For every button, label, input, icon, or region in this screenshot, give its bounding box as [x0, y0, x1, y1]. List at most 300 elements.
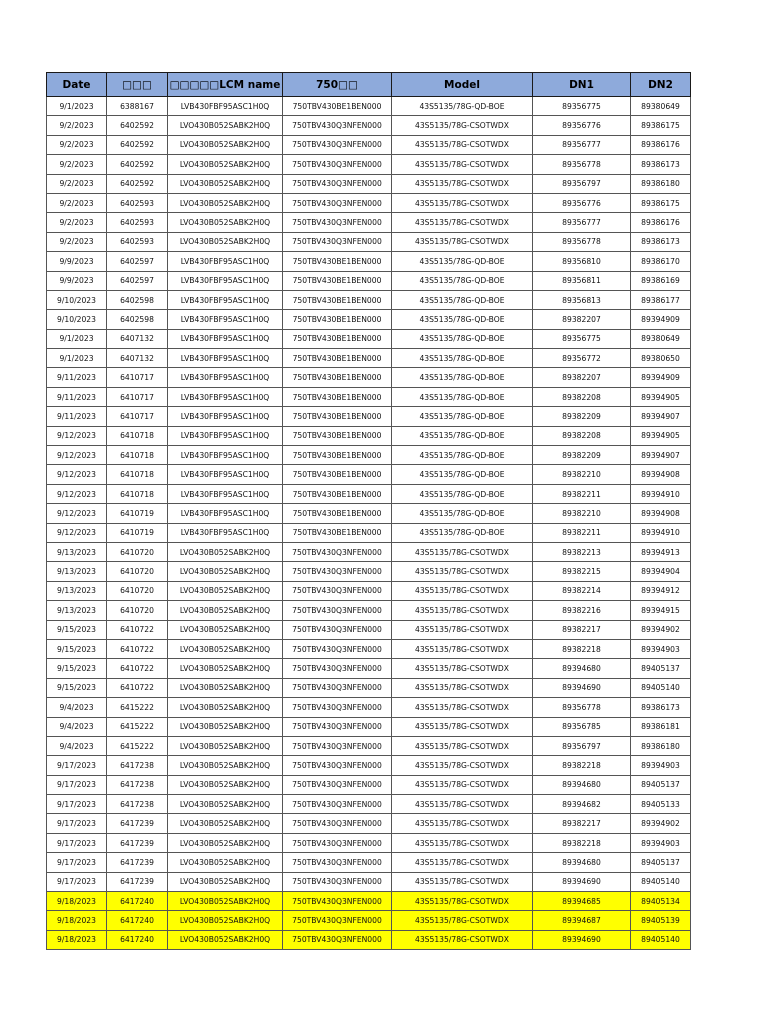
id-cell[interactable]: 6417238 — [107, 756, 168, 775]
date-cell[interactable]: 9/12/2023 — [47, 484, 107, 503]
dn2-cell[interactable]: 89386173 — [631, 155, 691, 174]
lcm-name-cell[interactable]: LVO430B052SABK2H0Q — [168, 193, 283, 212]
date-cell[interactable]: 9/9/2023 — [47, 271, 107, 290]
model-cell[interactable]: 43S5135/78G-QD-BOE — [392, 252, 533, 271]
dn1-cell[interactable]: 89382214 — [533, 581, 631, 600]
id-cell[interactable]: 6415222 — [107, 717, 168, 736]
id-cell[interactable]: 6410719 — [107, 504, 168, 523]
dn2-cell[interactable]: 89386176 — [631, 135, 691, 154]
header-dn2[interactable]: DN2 — [631, 73, 691, 97]
date-cell[interactable]: 9/11/2023 — [47, 368, 107, 387]
model-cell[interactable]: 43S5135/78G-QD-BOE — [392, 310, 533, 329]
model-cell[interactable]: 43S5135/78G-QD-BOE — [392, 465, 533, 484]
id-cell[interactable]: 6410720 — [107, 581, 168, 600]
lcm-name-cell[interactable]: LVB430FBF95ASC1H0Q — [168, 426, 283, 445]
dn2-cell[interactable]: 89405137 — [631, 853, 691, 872]
lcm-name-cell[interactable]: LVB430FBF95ASC1H0Q — [168, 387, 283, 406]
id-cell[interactable]: 6402593 — [107, 193, 168, 212]
model-cell[interactable]: 43S5135/78G-QD-BOE — [392, 523, 533, 542]
dn1-cell[interactable]: 89356777 — [533, 135, 631, 154]
dn2-cell[interactable]: 89380649 — [631, 97, 691, 116]
date-cell[interactable]: 9/12/2023 — [47, 465, 107, 484]
part-cell[interactable]: 750TBV430Q3NFEN000 — [283, 581, 392, 600]
id-cell[interactable]: 6417240 — [107, 892, 168, 911]
dn2-cell[interactable]: 89386176 — [631, 213, 691, 232]
dn1-cell[interactable]: 89382218 — [533, 639, 631, 658]
part-cell[interactable]: 750TBV430BE1BEN000 — [283, 290, 392, 309]
id-cell[interactable]: 6410718 — [107, 484, 168, 503]
part-cell[interactable]: 750TBV430BE1BEN000 — [283, 387, 392, 406]
model-cell[interactable]: 43S5135/78G-CSOTWDX — [392, 795, 533, 814]
part-cell[interactable]: 750TBV430Q3NFEN000 — [283, 659, 392, 678]
lcm-name-cell[interactable]: LVB430FBF95ASC1H0Q — [168, 465, 283, 484]
lcm-name-cell[interactable]: LVO430B052SABK2H0Q — [168, 756, 283, 775]
part-cell[interactable]: 750TBV430Q3NFEN000 — [283, 193, 392, 212]
part-cell[interactable]: 750TBV430Q3NFEN000 — [283, 814, 392, 833]
dn1-cell[interactable]: 89356776 — [533, 116, 631, 135]
id-cell[interactable]: 6417240 — [107, 911, 168, 930]
dn2-cell[interactable]: 89394915 — [631, 601, 691, 620]
date-cell[interactable]: 9/12/2023 — [47, 446, 107, 465]
id-cell[interactable]: 6407132 — [107, 349, 168, 368]
date-cell[interactable]: 9/2/2023 — [47, 193, 107, 212]
date-cell[interactable]: 9/2/2023 — [47, 135, 107, 154]
part-cell[interactable]: 750TBV430BE1BEN000 — [283, 368, 392, 387]
id-cell[interactable]: 6410718 — [107, 465, 168, 484]
date-cell[interactable]: 9/4/2023 — [47, 736, 107, 755]
dn1-cell[interactable]: 89394690 — [533, 872, 631, 891]
date-cell[interactable]: 9/1/2023 — [47, 349, 107, 368]
lcm-name-cell[interactable]: LVO430B052SABK2H0Q — [168, 581, 283, 600]
dn1-cell[interactable]: 89394690 — [533, 930, 631, 949]
dn1-cell[interactable]: 89382218 — [533, 756, 631, 775]
part-cell[interactable]: 750TBV430BE1BEN000 — [283, 407, 392, 426]
header-dn1[interactable]: DN1 — [533, 73, 631, 97]
lcm-name-cell[interactable]: LVB430FBF95ASC1H0Q — [168, 97, 283, 116]
date-cell[interactable]: 9/15/2023 — [47, 639, 107, 658]
id-cell[interactable]: 6410720 — [107, 601, 168, 620]
dn1-cell[interactable]: 89394680 — [533, 659, 631, 678]
dn1-cell[interactable]: 89382213 — [533, 542, 631, 561]
dn2-cell[interactable]: 89386169 — [631, 271, 691, 290]
dn2-cell[interactable]: 89386173 — [631, 232, 691, 251]
dn2-cell[interactable]: 89386173 — [631, 698, 691, 717]
date-cell[interactable]: 9/15/2023 — [47, 620, 107, 639]
dn1-cell[interactable]: 89356776 — [533, 193, 631, 212]
date-cell[interactable]: 9/11/2023 — [47, 407, 107, 426]
part-cell[interactable]: 750TBV430Q3NFEN000 — [283, 213, 392, 232]
part-cell[interactable]: 750TBV430Q3NFEN000 — [283, 833, 392, 852]
id-cell[interactable]: 6407132 — [107, 329, 168, 348]
model-cell[interactable]: 43S5135/78G-CSOTWDX — [392, 639, 533, 658]
dn1-cell[interactable]: 89382208 — [533, 426, 631, 445]
lcm-name-cell[interactable]: LVB430FBF95ASC1H0Q — [168, 271, 283, 290]
dn2-cell[interactable]: 89394902 — [631, 620, 691, 639]
dn2-cell[interactable]: 89394907 — [631, 407, 691, 426]
model-cell[interactable]: 43S5135/78G-CSOTWDX — [392, 717, 533, 736]
date-cell[interactable]: 9/12/2023 — [47, 426, 107, 445]
model-cell[interactable]: 43S5135/78G-CSOTWDX — [392, 155, 533, 174]
lcm-name-cell[interactable]: LVO430B052SABK2H0Q — [168, 892, 283, 911]
model-cell[interactable]: 43S5135/78G-CSOTWDX — [392, 116, 533, 135]
model-cell[interactable]: 43S5135/78G-CSOTWDX — [392, 562, 533, 581]
dn1-cell[interactable]: 89382217 — [533, 620, 631, 639]
date-cell[interactable]: 9/10/2023 — [47, 310, 107, 329]
model-cell[interactable]: 43S5135/78G-QD-BOE — [392, 290, 533, 309]
date-cell[interactable]: 9/17/2023 — [47, 756, 107, 775]
lcm-name-cell[interactable]: LVO430B052SABK2H0Q — [168, 736, 283, 755]
part-cell[interactable]: 750TBV430Q3NFEN000 — [283, 698, 392, 717]
part-cell[interactable]: 750TBV430Q3NFEN000 — [283, 930, 392, 949]
id-cell[interactable]: 6410722 — [107, 620, 168, 639]
date-cell[interactable]: 9/15/2023 — [47, 678, 107, 697]
dn2-cell[interactable]: 89394910 — [631, 484, 691, 503]
part-cell[interactable]: 750TBV430BE1BEN000 — [283, 504, 392, 523]
part-cell[interactable]: 750TBV430Q3NFEN000 — [283, 795, 392, 814]
date-cell[interactable]: 9/13/2023 — [47, 581, 107, 600]
model-cell[interactable]: 43S5135/78G-QD-BOE — [392, 426, 533, 445]
part-cell[interactable]: 750TBV430Q3NFEN000 — [283, 853, 392, 872]
id-cell[interactable]: 6402592 — [107, 155, 168, 174]
part-cell[interactable]: 750TBV430Q3NFEN000 — [283, 678, 392, 697]
id-cell[interactable]: 6410720 — [107, 562, 168, 581]
dn2-cell[interactable]: 89394908 — [631, 465, 691, 484]
lcm-name-cell[interactable]: LVO430B052SABK2H0Q — [168, 775, 283, 794]
dn2-cell[interactable]: 89405139 — [631, 911, 691, 930]
part-cell[interactable]: 750TBV430BE1BEN000 — [283, 523, 392, 542]
dn1-cell[interactable]: 89394682 — [533, 795, 631, 814]
model-cell[interactable]: 43S5135/78G-CSOTWDX — [392, 659, 533, 678]
id-cell[interactable]: 6417238 — [107, 795, 168, 814]
id-cell[interactable]: 6410722 — [107, 659, 168, 678]
header-750[interactable]: 750□□ — [283, 73, 392, 97]
part-cell[interactable]: 750TBV430BE1BEN000 — [283, 97, 392, 116]
lcm-name-cell[interactable]: LVO430B052SABK2H0Q — [168, 930, 283, 949]
model-cell[interactable]: 43S5135/78G-QD-BOE — [392, 446, 533, 465]
dn2-cell[interactable]: 89405133 — [631, 795, 691, 814]
model-cell[interactable]: 43S5135/78G-QD-BOE — [392, 407, 533, 426]
dn2-cell[interactable]: 89394909 — [631, 310, 691, 329]
lcm-name-cell[interactable]: LVB430FBF95ASC1H0Q — [168, 446, 283, 465]
dn2-cell[interactable]: 89394905 — [631, 387, 691, 406]
date-cell[interactable]: 9/12/2023 — [47, 523, 107, 542]
id-cell[interactable]: 6417240 — [107, 930, 168, 949]
dn1-cell[interactable]: 89356778 — [533, 155, 631, 174]
part-cell[interactable]: 750TBV430BE1BEN000 — [283, 271, 392, 290]
id-cell[interactable]: 6410722 — [107, 678, 168, 697]
part-cell[interactable]: 750TBV430Q3NFEN000 — [283, 155, 392, 174]
date-cell[interactable]: 9/2/2023 — [47, 174, 107, 193]
model-cell[interactable]: 43S5135/78G-QD-BOE — [392, 329, 533, 348]
date-cell[interactable]: 9/17/2023 — [47, 872, 107, 891]
dn1-cell[interactable]: 89356797 — [533, 174, 631, 193]
model-cell[interactable]: 43S5135/78G-QD-BOE — [392, 349, 533, 368]
date-cell[interactable]: 9/18/2023 — [47, 911, 107, 930]
id-cell[interactable]: 6402592 — [107, 116, 168, 135]
part-cell[interactable]: 750TBV430BE1BEN000 — [283, 349, 392, 368]
lcm-name-cell[interactable]: LVB430FBF95ASC1H0Q — [168, 252, 283, 271]
lcm-name-cell[interactable]: LVO430B052SABK2H0Q — [168, 562, 283, 581]
model-cell[interactable]: 43S5135/78G-QD-BOE — [392, 368, 533, 387]
date-cell[interactable]: 9/10/2023 — [47, 290, 107, 309]
header-col2[interactable]: □□□ — [107, 73, 168, 97]
id-cell[interactable]: 6410718 — [107, 446, 168, 465]
id-cell[interactable]: 6410718 — [107, 426, 168, 445]
dn1-cell[interactable]: 89382210 — [533, 504, 631, 523]
dn1-cell[interactable]: 89356777 — [533, 213, 631, 232]
id-cell[interactable]: 6402598 — [107, 290, 168, 309]
id-cell[interactable]: 6417238 — [107, 775, 168, 794]
dn2-cell[interactable]: 89394903 — [631, 833, 691, 852]
dn2-cell[interactable]: 89394910 — [631, 523, 691, 542]
model-cell[interactable]: 43S5135/78G-CSOTWDX — [392, 620, 533, 639]
lcm-name-cell[interactable]: LVB430FBF95ASC1H0Q — [168, 349, 283, 368]
lcm-name-cell[interactable]: LVB430FBF95ASC1H0Q — [168, 310, 283, 329]
date-cell[interactable]: 9/13/2023 — [47, 542, 107, 561]
part-cell[interactable]: 750TBV430Q3NFEN000 — [283, 892, 392, 911]
part-cell[interactable]: 750TBV430BE1BEN000 — [283, 310, 392, 329]
date-cell[interactable]: 9/1/2023 — [47, 97, 107, 116]
dn1-cell[interactable]: 89382216 — [533, 601, 631, 620]
id-cell[interactable]: 6410719 — [107, 523, 168, 542]
date-cell[interactable]: 9/13/2023 — [47, 562, 107, 581]
id-cell[interactable]: 6417239 — [107, 814, 168, 833]
date-cell[interactable]: 9/17/2023 — [47, 795, 107, 814]
id-cell[interactable]: 6402598 — [107, 310, 168, 329]
id-cell[interactable]: 6410722 — [107, 639, 168, 658]
date-cell[interactable]: 9/17/2023 — [47, 853, 107, 872]
dn2-cell[interactable]: 89394909 — [631, 368, 691, 387]
dn2-cell[interactable]: 89394908 — [631, 504, 691, 523]
header-lcm-name[interactable]: □□□□□LCM name — [168, 73, 283, 97]
lcm-name-cell[interactable]: LVB430FBF95ASC1H0Q — [168, 368, 283, 387]
id-cell[interactable]: 6388167 — [107, 97, 168, 116]
date-cell[interactable]: 9/18/2023 — [47, 892, 107, 911]
dn1-cell[interactable]: 89356778 — [533, 698, 631, 717]
dn1-cell[interactable]: 89356811 — [533, 271, 631, 290]
date-cell[interactable]: 9/9/2023 — [47, 252, 107, 271]
dn2-cell[interactable]: 89394904 — [631, 562, 691, 581]
date-cell[interactable]: 9/2/2023 — [47, 213, 107, 232]
date-cell[interactable]: 9/13/2023 — [47, 601, 107, 620]
dn1-cell[interactable]: 89382217 — [533, 814, 631, 833]
id-cell[interactable]: 6402592 — [107, 135, 168, 154]
part-cell[interactable]: 750TBV430Q3NFEN000 — [283, 232, 392, 251]
model-cell[interactable]: 43S5135/78G-CSOTWDX — [392, 814, 533, 833]
id-cell[interactable]: 6402592 — [107, 174, 168, 193]
date-cell[interactable]: 9/17/2023 — [47, 775, 107, 794]
dn2-cell[interactable]: 89405137 — [631, 659, 691, 678]
part-cell[interactable]: 750TBV430Q3NFEN000 — [283, 911, 392, 930]
model-cell[interactable]: 43S5135/78G-CSOTWDX — [392, 542, 533, 561]
dn2-cell[interactable]: 89394905 — [631, 426, 691, 445]
id-cell[interactable]: 6410717 — [107, 387, 168, 406]
lcm-name-cell[interactable]: LVO430B052SABK2H0Q — [168, 232, 283, 251]
dn1-cell[interactable]: 89382208 — [533, 387, 631, 406]
model-cell[interactable]: 43S5135/78G-CSOTWDX — [392, 775, 533, 794]
dn1-cell[interactable]: 89394685 — [533, 892, 631, 911]
date-cell[interactable]: 9/17/2023 — [47, 833, 107, 852]
id-cell[interactable]: 6410720 — [107, 542, 168, 561]
dn2-cell[interactable]: 89386175 — [631, 116, 691, 135]
dn1-cell[interactable]: 89356775 — [533, 97, 631, 116]
lcm-name-cell[interactable]: LVO430B052SABK2H0Q — [168, 853, 283, 872]
dn2-cell[interactable]: 89394902 — [631, 814, 691, 833]
lcm-name-cell[interactable]: LVO430B052SABK2H0Q — [168, 659, 283, 678]
dn2-cell[interactable]: 89386180 — [631, 736, 691, 755]
dn2-cell[interactable]: 89405140 — [631, 678, 691, 697]
part-cell[interactable]: 750TBV430Q3NFEN000 — [283, 601, 392, 620]
dn1-cell[interactable]: 89356772 — [533, 349, 631, 368]
dn2-cell[interactable]: 89405134 — [631, 892, 691, 911]
lcm-name-cell[interactable]: LVB430FBF95ASC1H0Q — [168, 523, 283, 542]
dn1-cell[interactable]: 89382211 — [533, 523, 631, 542]
part-cell[interactable]: 750TBV430BE1BEN000 — [283, 484, 392, 503]
dn2-cell[interactable]: 89394912 — [631, 581, 691, 600]
lcm-name-cell[interactable]: LVB430FBF95ASC1H0Q — [168, 329, 283, 348]
dn2-cell[interactable]: 89394913 — [631, 542, 691, 561]
dn1-cell[interactable]: 89382211 — [533, 484, 631, 503]
date-cell[interactable]: 9/1/2023 — [47, 329, 107, 348]
model-cell[interactable]: 43S5135/78G-CSOTWDX — [392, 833, 533, 852]
part-cell[interactable]: 750TBV430BE1BEN000 — [283, 252, 392, 271]
model-cell[interactable]: 43S5135/78G-QD-BOE — [392, 97, 533, 116]
model-cell[interactable]: 43S5135/78G-CSOTWDX — [392, 872, 533, 891]
lcm-name-cell[interactable]: LVO430B052SABK2H0Q — [168, 717, 283, 736]
header-model[interactable]: Model — [392, 73, 533, 97]
dn1-cell[interactable]: 89356785 — [533, 717, 631, 736]
lcm-name-cell[interactable]: LVO430B052SABK2H0Q — [168, 814, 283, 833]
model-cell[interactable]: 43S5135/78G-CSOTWDX — [392, 135, 533, 154]
lcm-name-cell[interactable]: LVO430B052SABK2H0Q — [168, 213, 283, 232]
part-cell[interactable]: 750TBV430Q3NFEN000 — [283, 639, 392, 658]
dn2-cell[interactable]: 89386177 — [631, 290, 691, 309]
part-cell[interactable]: 750TBV430Q3NFEN000 — [283, 736, 392, 755]
model-cell[interactable]: 43S5135/78G-CSOTWDX — [392, 892, 533, 911]
dn1-cell[interactable]: 89382207 — [533, 310, 631, 329]
date-cell[interactable]: 9/4/2023 — [47, 717, 107, 736]
part-cell[interactable]: 750TBV430Q3NFEN000 — [283, 135, 392, 154]
model-cell[interactable]: 43S5135/78G-QD-BOE — [392, 504, 533, 523]
id-cell[interactable]: 6402597 — [107, 252, 168, 271]
id-cell[interactable]: 6402593 — [107, 232, 168, 251]
model-cell[interactable]: 43S5135/78G-CSOTWDX — [392, 601, 533, 620]
lcm-name-cell[interactable]: LVO430B052SABK2H0Q — [168, 116, 283, 135]
part-cell[interactable]: 750TBV430Q3NFEN000 — [283, 717, 392, 736]
date-cell[interactable]: 9/15/2023 — [47, 659, 107, 678]
part-cell[interactable]: 750TBV430BE1BEN000 — [283, 446, 392, 465]
id-cell[interactable]: 6410717 — [107, 407, 168, 426]
model-cell[interactable]: 43S5135/78G-CSOTWDX — [392, 736, 533, 755]
model-cell[interactable]: 43S5135/78G-CSOTWDX — [392, 756, 533, 775]
id-cell[interactable]: 6402593 — [107, 213, 168, 232]
dn1-cell[interactable]: 89382215 — [533, 562, 631, 581]
dn1-cell[interactable]: 89382209 — [533, 446, 631, 465]
lcm-name-cell[interactable]: LVO430B052SABK2H0Q — [168, 872, 283, 891]
lcm-name-cell[interactable]: LVO430B052SABK2H0Q — [168, 678, 283, 697]
part-cell[interactable]: 750TBV430Q3NFEN000 — [283, 542, 392, 561]
dn2-cell[interactable]: 89386181 — [631, 717, 691, 736]
model-cell[interactable]: 43S5135/78G-CSOTWDX — [392, 193, 533, 212]
lcm-name-cell[interactable]: LVB430FBF95ASC1H0Q — [168, 484, 283, 503]
id-cell[interactable]: 6417239 — [107, 872, 168, 891]
dn2-cell[interactable]: 89386175 — [631, 193, 691, 212]
lcm-name-cell[interactable]: LVB430FBF95ASC1H0Q — [168, 407, 283, 426]
dn1-cell[interactable]: 89394680 — [533, 853, 631, 872]
model-cell[interactable]: 43S5135/78G-CSOTWDX — [392, 678, 533, 697]
part-cell[interactable]: 750TBV430Q3NFEN000 — [283, 116, 392, 135]
part-cell[interactable]: 750TBV430BE1BEN000 — [283, 426, 392, 445]
id-cell[interactable]: 6402597 — [107, 271, 168, 290]
lcm-name-cell[interactable]: LVO430B052SABK2H0Q — [168, 620, 283, 639]
part-cell[interactable]: 750TBV430Q3NFEN000 — [283, 775, 392, 794]
date-cell[interactable]: 9/4/2023 — [47, 698, 107, 717]
dn2-cell[interactable]: 89405140 — [631, 930, 691, 949]
id-cell[interactable]: 6417239 — [107, 853, 168, 872]
date-cell[interactable]: 9/11/2023 — [47, 387, 107, 406]
model-cell[interactable]: 43S5135/78G-CSOTWDX — [392, 853, 533, 872]
lcm-name-cell[interactable]: LVO430B052SABK2H0Q — [168, 639, 283, 658]
model-cell[interactable]: 43S5135/78G-QD-BOE — [392, 387, 533, 406]
model-cell[interactable]: 43S5135/78G-CSOTWDX — [392, 174, 533, 193]
lcm-name-cell[interactable]: LVO430B052SABK2H0Q — [168, 174, 283, 193]
model-cell[interactable]: 43S5135/78G-CSOTWDX — [392, 581, 533, 600]
dn2-cell[interactable]: 89386180 — [631, 174, 691, 193]
dn1-cell[interactable]: 89356775 — [533, 329, 631, 348]
lcm-name-cell[interactable]: LVO430B052SABK2H0Q — [168, 795, 283, 814]
model-cell[interactable]: 43S5135/78G-CSOTWDX — [392, 698, 533, 717]
dn1-cell[interactable]: 89394690 — [533, 678, 631, 697]
header-date[interactable]: Date — [47, 73, 107, 97]
dn1-cell[interactable]: 89394687 — [533, 911, 631, 930]
model-cell[interactable]: 43S5135/78G-QD-BOE — [392, 484, 533, 503]
lcm-name-cell[interactable]: LVO430B052SABK2H0Q — [168, 135, 283, 154]
lcm-name-cell[interactable]: LVB430FBF95ASC1H0Q — [168, 504, 283, 523]
part-cell[interactable]: 750TBV430Q3NFEN000 — [283, 174, 392, 193]
dn2-cell[interactable]: 89386170 — [631, 252, 691, 271]
part-cell[interactable]: 750TBV430Q3NFEN000 — [283, 620, 392, 639]
dn2-cell[interactable]: 89394907 — [631, 446, 691, 465]
id-cell[interactable]: 6415222 — [107, 736, 168, 755]
id-cell[interactable]: 6410717 — [107, 368, 168, 387]
dn2-cell[interactable]: 89405140 — [631, 872, 691, 891]
lcm-name-cell[interactable]: LVO430B052SABK2H0Q — [168, 601, 283, 620]
lcm-name-cell[interactable]: LVB430FBF95ASC1H0Q — [168, 290, 283, 309]
part-cell[interactable]: 750TBV430Q3NFEN000 — [283, 756, 392, 775]
dn1-cell[interactable]: 89356778 — [533, 232, 631, 251]
model-cell[interactable]: 43S5135/78G-QD-BOE — [392, 271, 533, 290]
dn2-cell[interactable]: 89405137 — [631, 775, 691, 794]
dn1-cell[interactable]: 89394680 — [533, 775, 631, 794]
dn1-cell[interactable]: 89382207 — [533, 368, 631, 387]
dn1-cell[interactable]: 89382210 — [533, 465, 631, 484]
part-cell[interactable]: 750TBV430Q3NFEN000 — [283, 872, 392, 891]
dn2-cell[interactable]: 89394903 — [631, 639, 691, 658]
dn1-cell[interactable]: 89356797 — [533, 736, 631, 755]
lcm-name-cell[interactable]: LVO430B052SABK2H0Q — [168, 542, 283, 561]
model-cell[interactable]: 43S5135/78G-CSOTWDX — [392, 213, 533, 232]
lcm-name-cell[interactable]: LVO430B052SABK2H0Q — [168, 911, 283, 930]
date-cell[interactable]: 9/17/2023 — [47, 814, 107, 833]
dn1-cell[interactable]: 89356813 — [533, 290, 631, 309]
date-cell[interactable]: 9/18/2023 — [47, 930, 107, 949]
model-cell[interactable]: 43S5135/78G-CSOTWDX — [392, 911, 533, 930]
dn2-cell[interactable]: 89394903 — [631, 756, 691, 775]
model-cell[interactable]: 43S5135/78G-CSOTWDX — [392, 930, 533, 949]
dn1-cell[interactable]: 89356810 — [533, 252, 631, 271]
id-cell[interactable]: 6417239 — [107, 833, 168, 852]
lcm-name-cell[interactable]: LVO430B052SABK2H0Q — [168, 698, 283, 717]
